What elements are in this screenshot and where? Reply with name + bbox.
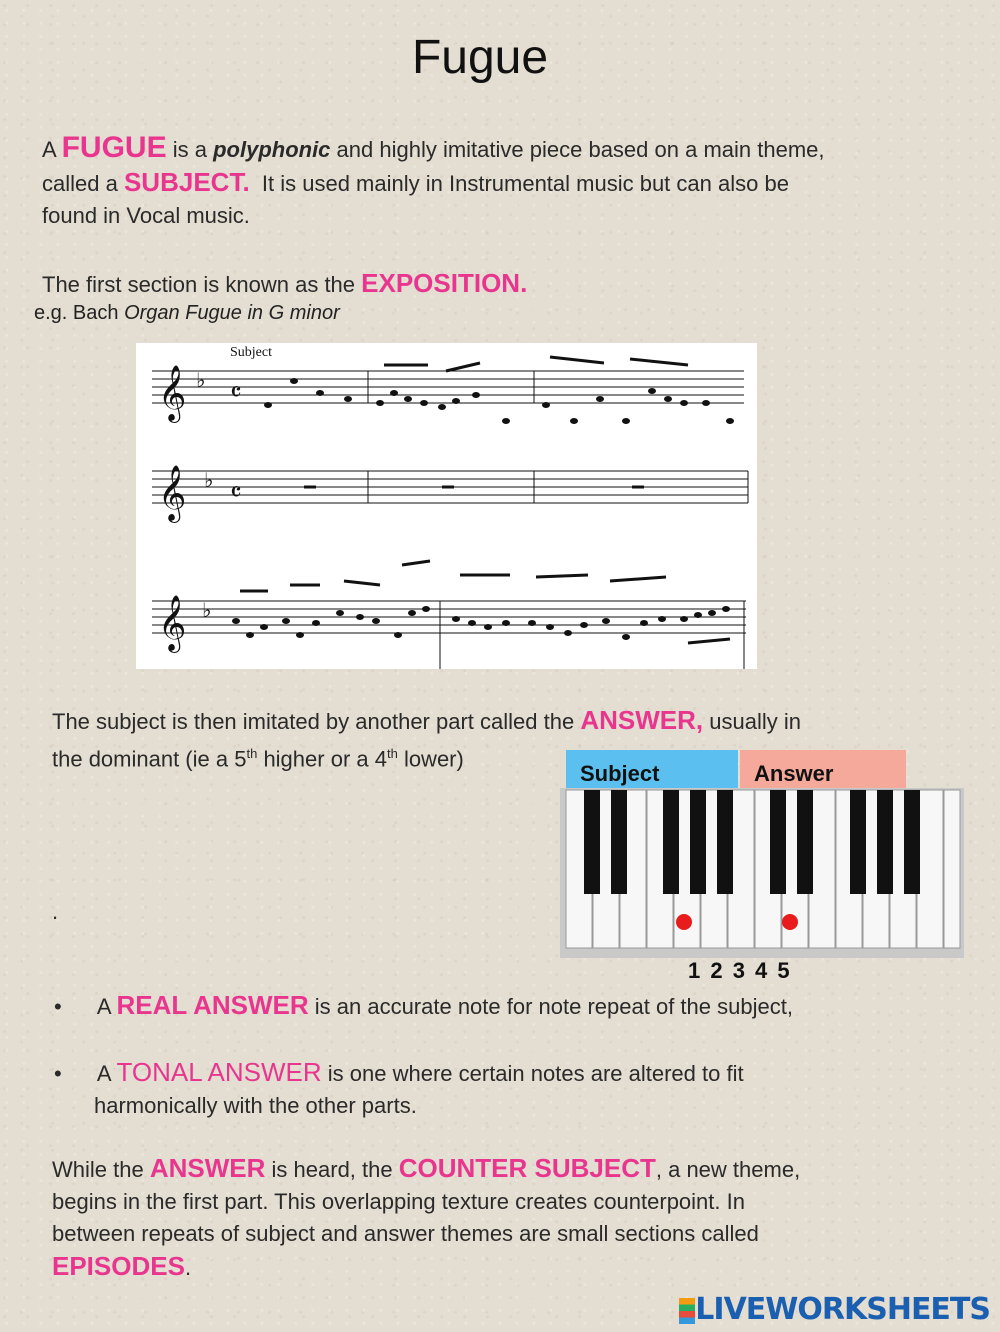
counter-line-3: between repeats of subject and answer themes are small sections called — [52, 1221, 759, 1246]
answer-note-marker — [782, 914, 798, 930]
sup-th-1: th — [246, 746, 258, 761]
svg-text:𝄴: 𝄴 — [230, 478, 242, 508]
bullet-tonal-answer — [54, 1056, 954, 1122]
intro-line-2 — [42, 166, 972, 200]
exposition-line — [42, 267, 527, 301]
example-work: Organ Fugue in G minor — [124, 302, 340, 324]
term-real-answer: REAL ANSWER — [116, 990, 309, 1020]
intro-rest2: It is used mainly in Instrumental music but can also be — [261, 171, 789, 196]
bullet-1-text: is an accurate note for note repeat of the subject, — [314, 994, 793, 1019]
term-answer-2: ANSWER — [149, 1153, 266, 1183]
answer-text2: usually in — [709, 709, 801, 734]
answer-label-box: Answer — [740, 750, 906, 790]
counter-line-1 — [52, 1152, 952, 1186]
bullet-dot-1: • — [54, 994, 62, 1019]
svg-text:♭: ♭ — [204, 468, 214, 492]
term-polyphonic: polyphonic — [213, 137, 331, 162]
svg-text:𝄞: 𝄞 — [158, 365, 187, 421]
piano-keys — [560, 788, 964, 958]
logo-text: LIVEWORKSHEETS — [695, 1292, 990, 1327]
counter-line-2: begins in the first part. This overlapping texture creates counterpoint. In — [52, 1189, 745, 1214]
example-prefix: e.g. Bach — [34, 302, 119, 324]
answer-line2c: lower) — [403, 746, 464, 772]
liveworksheets-logo — [679, 1292, 990, 1327]
term-exposition: EXPOSITION. — [361, 268, 528, 298]
answer-text1: The subject is then imitated by another part called the — [52, 709, 575, 734]
bullet-1-prefix: A — [96, 994, 111, 1019]
bullet-2-text2: harmonically with the other parts. — [94, 1093, 417, 1118]
sup-th-2: th — [386, 746, 398, 761]
example-caption — [34, 302, 340, 325]
exposition-text: The first section is known as the — [42, 272, 356, 297]
counter-t2: is heard, the — [271, 1157, 393, 1182]
term-episodes: EPISODES — [52, 1251, 185, 1281]
term-tonal-answer: TONAL ANSWER — [116, 1057, 322, 1087]
staff-3 — [152, 601, 746, 669]
intro-line-3: found in Vocal music. — [42, 203, 250, 228]
interval-numbers: 1 2 3 4 5 — [688, 958, 792, 983]
intro-called-a: called a — [42, 171, 118, 196]
score-svg — [136, 343, 757, 669]
svg-text:♭: ♭ — [202, 598, 212, 622]
intro-line-1 — [42, 132, 972, 166]
bullet-dot-2: • — [54, 1061, 62, 1086]
term-fugue: FUGUE — [61, 131, 167, 164]
svg-text:𝄞: 𝄞 — [158, 465, 187, 521]
bullet-2-text: is one where certain notes are altered to fit — [327, 1061, 744, 1086]
stray-dot: . — [52, 899, 59, 924]
subject-note-marker — [676, 914, 692, 930]
svg-text:♭: ♭ — [196, 368, 206, 392]
counter-end: . — [184, 1255, 192, 1280]
bullet-2-prefix: A — [96, 1061, 111, 1086]
svg-text:𝄴: 𝄴 — [230, 378, 242, 408]
clefs — [158, 365, 242, 653]
score-image — [136, 343, 757, 669]
intro-a: A — [42, 137, 56, 162]
answer-line2b: higher or a 4 — [263, 746, 387, 772]
answer-line2a: the dominant (ie a 5 — [52, 746, 247, 772]
counter-line-4 — [52, 1250, 952, 1284]
term-subject: SUBJECT. — [123, 167, 250, 197]
beams — [240, 357, 730, 643]
keyboard-diagram — [560, 748, 964, 958]
answer-line-1 — [52, 704, 952, 738]
intro-paragraph — [42, 132, 972, 232]
svg-text:𝄞: 𝄞 — [158, 595, 187, 651]
counter-t1: While the — [52, 1157, 144, 1182]
page-title: Fugue — [411, 31, 549, 84]
subject-label-box: Subject — [566, 750, 738, 790]
intro-rest1: and highly imitative piece based on a main theme, — [336, 137, 825, 162]
score-subject-label: Subject — [230, 345, 272, 360]
bullet-real-answer — [54, 990, 954, 1021]
intro-is-a: is a — [172, 137, 207, 162]
counter-t3: , a new theme, — [655, 1157, 801, 1182]
term-answer: ANSWER, — [580, 705, 704, 735]
counter-paragraph — [52, 1152, 952, 1284]
term-counter-subject: COUNTER SUBJECT — [398, 1153, 656, 1183]
logo-icon — [679, 1298, 695, 1324]
